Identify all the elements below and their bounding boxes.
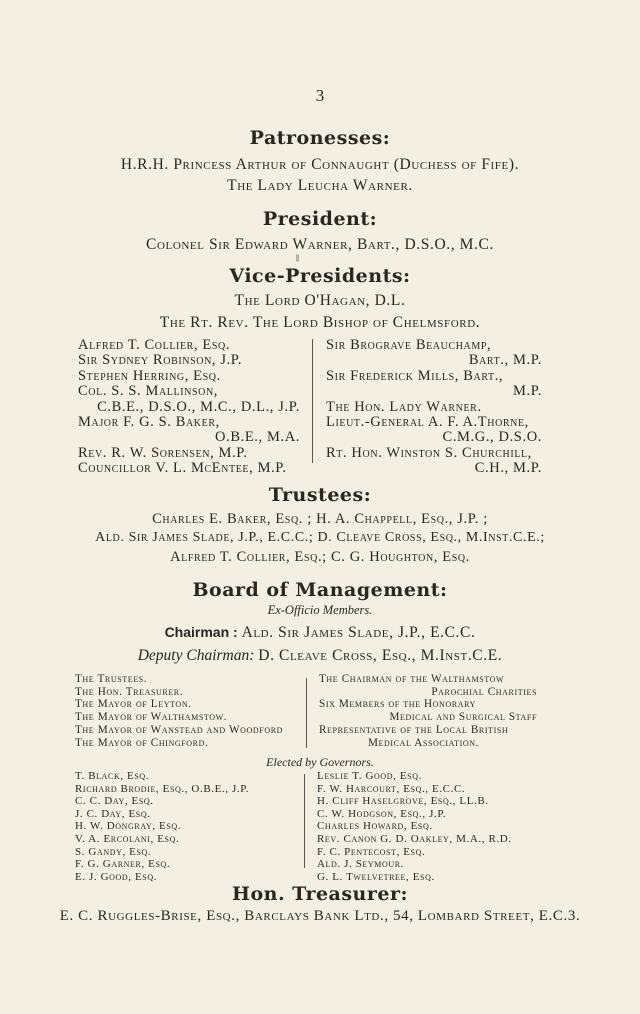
elected-right-entry: G. L. Twelvetree, Esq.: [317, 870, 435, 883]
vp-left-entry: Stephen Herring, Esq.: [78, 367, 221, 384]
vp-left-entry: Councillor V. L. McEntee, M.P.: [78, 460, 287, 477]
elected-left-entry: H. W. Dongray, Esq.: [75, 820, 182, 833]
deputy-chairman-line: [0, 647, 640, 665]
board-left-entry: The Mayor of Walthamstow.: [75, 711, 228, 724]
elected-left-entry: C. C. Day, Esq.: [75, 795, 154, 808]
trustees-heading: Trustees:: [268, 484, 372, 506]
elected-right-entry: Ald. J. Seymour.: [317, 858, 405, 871]
treasurer-heading: Hon. Treasurer:: [232, 883, 408, 905]
vp-left-entry: Major F. G. S. Baker,: [78, 414, 220, 431]
elected-left-entry: S. Gandy, Esq.: [75, 845, 152, 858]
elected-right-entry: Charles Howard, Esq.: [317, 820, 433, 833]
elected-right-entry: C. W. Hodgson, Esq., J.P.: [317, 807, 447, 820]
vp-left-entry: Sir Sydney Robinson, J.P.: [78, 352, 243, 369]
vp-left-entry: O.B.E., M.A.: [215, 429, 300, 446]
president-line: Colonel Sir Edward Warner, Bart., D.S.O., M.C.: [146, 236, 494, 253]
deputy-chairman-name: D. Cleave Cross, Esq., M.Inst.C.E.: [258, 647, 503, 664]
vp-left-entry: Rev. R. W. Sorensen, M.P.: [78, 444, 248, 461]
chairman-name: Ald. Sir James Slade, J.P., E.C.C.: [241, 624, 476, 641]
vp-right-entry: Sir Frederick Mills, Bart.,: [326, 367, 504, 384]
board-right-entry: Representative of the Local British: [319, 723, 509, 736]
board-left-entry: The Mayor of Chingford.: [75, 736, 209, 749]
vp-right-entry: The Hon. Lady Warner.: [326, 398, 482, 415]
board-heading: Board of Management:: [192, 579, 448, 601]
board-left-column: [75, 673, 283, 749]
trustees-line-3: Alfred T. Collier, Esq.; C. G. Houghton, Esq.: [170, 549, 470, 565]
deputy-chairman-label: Deputy Chairman:: [137, 647, 255, 664]
ex-officio-label: Ex-Officio Members.: [267, 603, 373, 617]
ink-speck: [296, 254, 299, 262]
column-divider: [312, 339, 313, 463]
board-right-column: [319, 673, 537, 749]
elected-left-entry: T. Black, Esq.: [75, 770, 150, 782]
vice-presidents-right-column: [326, 338, 542, 477]
board-left-entry: The Mayor of Leyton.: [75, 698, 192, 711]
treasurer-details: E. C. Ruggles-Brise, Esq., Barclays Bank Ltd., 54, Lombard Street, E.C.3.: [59, 908, 581, 924]
column-divider: [306, 678, 307, 748]
vp-right-entry: C.H., M.P.: [474, 460, 542, 477]
vice-president-line-2: The Rt. Rev. The Lord Bishop of Chelmsford.: [159, 314, 481, 331]
vp-right-entry: Bart., M.P.: [468, 352, 542, 369]
elected-right-entry: F. W. Harcourt, Esq., E.C.C.: [317, 782, 466, 795]
patroness-line-1: H.R.H. Princess Arthur of Connaught (Duchess of Fife).: [120, 156, 520, 173]
elected-left-entry: E. J. Good, Esq.: [75, 870, 158, 883]
vp-right-entry: Sir Brograve Beauchamp,: [326, 337, 492, 353]
vp-right-entry: Rt. Hon. Winston S. Churchill,: [326, 444, 532, 461]
trustees-line-1: Charles E. Baker, Esq. ; H. A. Chappell, Esq., J.P. ;: [152, 511, 488, 527]
board-right-entry: The Chairman of the Walthamstow: [319, 673, 505, 685]
elected-right-entry: F. C. Pentecost, Esq.: [317, 845, 426, 858]
vp-left-entry: Col. S. S. Mallinson,: [78, 383, 218, 400]
board-right-entry: Parochial Charities: [431, 685, 537, 698]
page-number: 3: [315, 86, 325, 105]
board-left-entry: The Trustees.: [75, 673, 148, 685]
board-right-entry: Medical Association.: [367, 736, 479, 749]
vp-right-entry: C.M.G., D.S.O.: [442, 429, 542, 446]
elected-left-entry: F. G. Garner, Esq.: [75, 858, 171, 871]
vp-right-entry: Lieut.-General A. F. A.Thorne,: [326, 414, 529, 431]
chairman-label: Chairman :: [164, 624, 238, 640]
vice-presidents-left-column: [78, 338, 300, 477]
vice-president-line-1: The Lord O'Hagan, D.L.: [234, 292, 406, 309]
elected-left-entry: J. C. Day, Esq.: [75, 807, 151, 820]
elected-right-entry: Rev. Canon G. D. Oakley, M.A., R.D.: [317, 832, 512, 845]
elected-left-entry: Richard Brodie, Esq., O.B.E., J.P.: [75, 782, 250, 795]
president-heading: President:: [262, 208, 378, 230]
patronesses-heading: Patronesses:: [249, 127, 391, 149]
vp-left-entry: C.B.E., D.S.O., M.C., D.L., J.P.: [97, 398, 300, 415]
board-right-entry: Six Members of the Honorary: [319, 698, 476, 711]
chairman-line: [0, 624, 640, 642]
elected-left-column: [75, 770, 249, 883]
board-left-entry: The Mayor of Wanstead and Woodford: [75, 723, 284, 736]
treasurer-line: [0, 908, 640, 925]
elected-label: Elected by Governors.: [266, 755, 374, 769]
elected-right-entry: H. Cliff Haselgrove, Esq., LL.B.: [317, 795, 489, 808]
board-right-entry: Medical and Surgical Staff: [389, 711, 537, 724]
elected-right-column: [317, 770, 512, 883]
trustees-line-2: Ald. Sir James Slade, J.P., E.C.C.; D. Cleave Cross, Esq., M.Inst.C.E.;: [95, 530, 545, 545]
elected-right-entry: Leslie T. Good, Esq.: [317, 770, 422, 782]
vice-presidents-heading: Vice-Presidents:: [229, 265, 411, 287]
vp-right-entry: M.P.: [513, 383, 542, 400]
column-divider: [304, 774, 305, 868]
vp-left-entry: Alfred T. Collier, Esq.: [78, 337, 231, 353]
elected-left-entry: V. A. Ercolani, Esq.: [75, 832, 180, 845]
board-left-entry: The Hon. Treasurer.: [75, 685, 184, 698]
patroness-line-2: The Lady Leucha Warner.: [227, 177, 413, 194]
